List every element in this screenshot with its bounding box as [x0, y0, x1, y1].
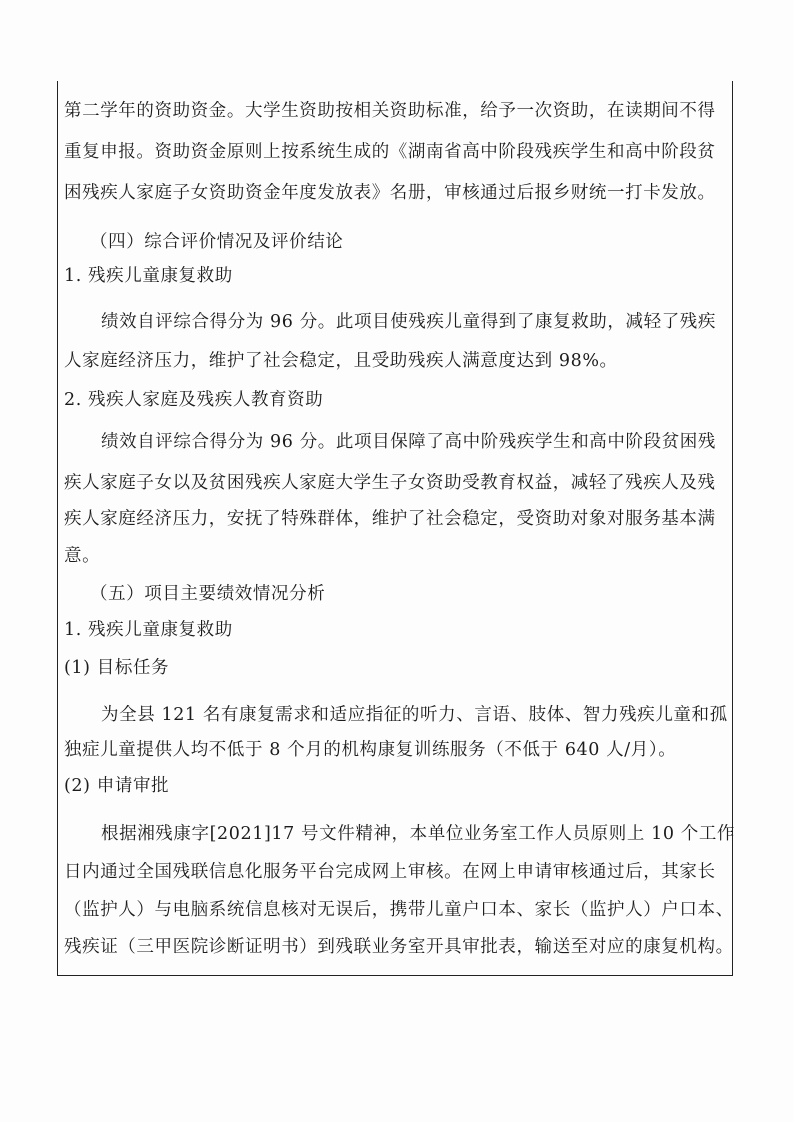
paragraph-line: 为全县 121 名有康复需求和适应指征的听力、言语、肢体、智力残疾儿童和孤 — [101, 705, 728, 725]
paragraph-line: 人家庭经济压力，维护了社会稳定，且受助残疾人满意度达到 98%。 — [64, 351, 618, 371]
item-heading: (1) 目标任务 — [64, 658, 170, 678]
paragraph-line: 独症儿童提供人均不低于 8 个月的机构康复训练服务（不低于 640 人/月）。 — [64, 740, 677, 760]
subsection-heading: 2. 残疾人家庭及残疾人教育资助 — [64, 390, 324, 410]
paragraph-line: 日内通过全国残联信息化服务平台完成网上审核。在网上申请审核通过后，其家长 — [64, 862, 716, 882]
paragraph-line: 困残疾人家庭子女资助资金年度发放表》名册，审核通过后报乡财统一打卡发放。 — [64, 183, 716, 203]
item-heading: (2) 申请审批 — [64, 776, 170, 796]
paragraph-line: 第二学年的资助资金。大学生资助按相关资助标准，给予一次资助，在读期间不得 — [64, 101, 716, 121]
paragraph-line: （监护人）与电脑系统信息核对无误后，携带儿童户口本、家长（监护人）户口本、 — [64, 900, 734, 920]
section-heading-4: （四）综合评价情况及评价结论 — [90, 232, 344, 252]
paragraph-line: 疾人家庭经济压力，安抚了特殊群体，维护了社会稳定，受资助对象对服务基本满 — [64, 509, 716, 529]
paragraph-line: 绩效自评综合得分为 96 分。此项目保障了高中阶残疾学生和高中阶段贫困残 — [101, 432, 716, 452]
paragraph-line: 残疾证（三甲医院诊断证明书）到残联业务室开具审批表，输送至对应的康复机构。 — [64, 937, 734, 957]
paragraph-line: 意。 — [64, 546, 101, 566]
paragraph-line: 疾人家庭子女以及贫困残疾人家庭大学生子女资助受教育权益，减轻了残疾人及残 — [64, 473, 716, 493]
subsection-heading: 1. 残疾儿童康复救助 — [64, 620, 233, 640]
section-heading-5: （五）项目主要绩效情况分析 — [90, 584, 326, 604]
paragraph-line: 重复申报。资助资金原则上按系统生成的《湖南省高中阶段残疾学生和高中阶段贫 — [64, 142, 716, 162]
subsection-heading: 1. 残疾儿童康复救助 — [64, 266, 233, 286]
paragraph-line: 绩效自评综合得分为 96 分。此项目使残疾儿童得到了康复救助，减轻了残疾 — [101, 312, 716, 332]
paragraph-line: 根据湘残康字[2021]17 号文件精神，本单位业务室工作人员原则上 10 个工作 — [101, 824, 736, 844]
